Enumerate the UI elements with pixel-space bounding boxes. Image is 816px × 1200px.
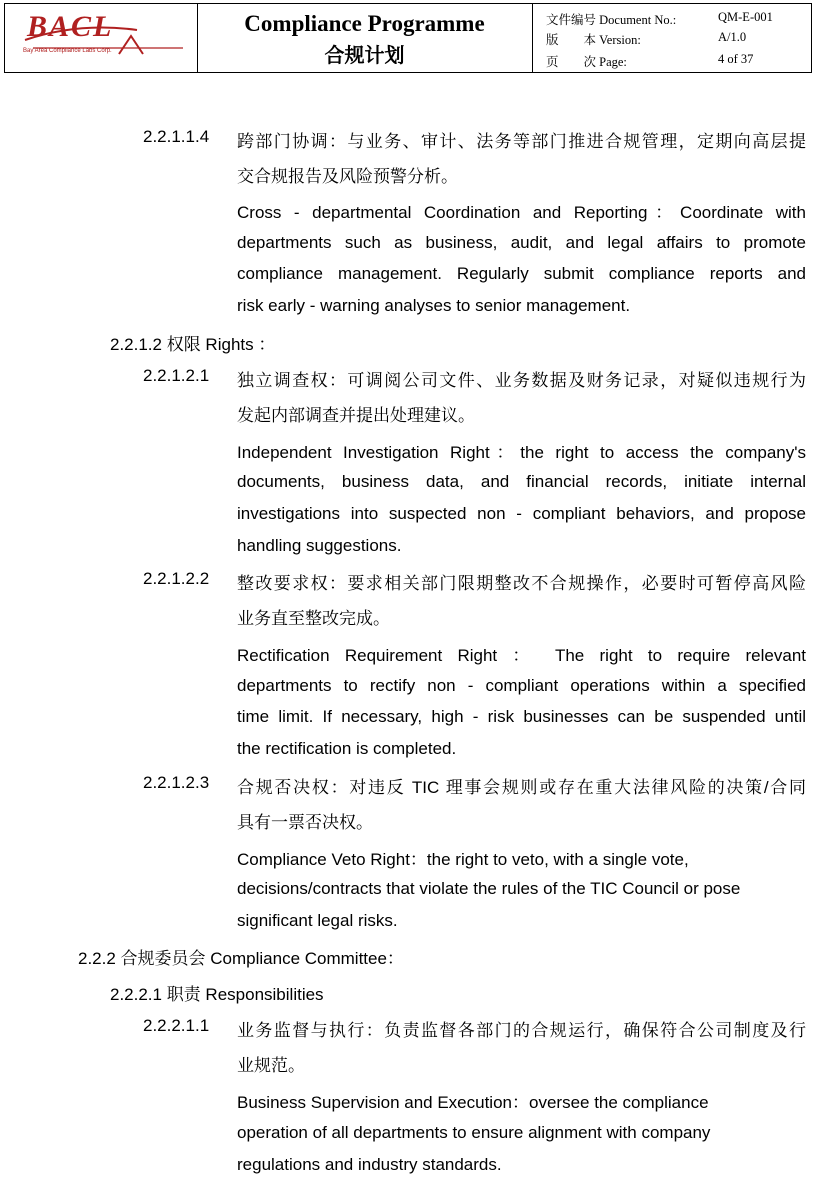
clause-text-en: Independent Investigation Right：the right to access the company's	[237, 443, 806, 462]
logo-wordmark: BACL	[27, 10, 114, 43]
doc-no-value: QM-E-001	[718, 10, 773, 24]
clause-text-zh: 合规否决权：对违反 TIC 理事会规则或存在重大法律风险的决策/合同	[237, 778, 806, 797]
clause-text-en: Compliance Veto Right：the right to veto, with a single vote,	[237, 850, 689, 869]
clause-text-zh: 发起内部调查并提出处理建议。	[237, 406, 475, 425]
clause-text-en: Business Supervision and Execution：oversee the compliance	[237, 1093, 709, 1112]
clause-number: 2.2.1.2.2	[143, 569, 210, 588]
clause-text-en: Rectification Requirement Right ： The right to require relevant	[237, 646, 806, 665]
section-heading-rights: 2.2.1.2 权限 Rights ：	[110, 335, 276, 354]
clause-text-zh: 跨部门协调：与业务、审计、法务等部门推进合规管理，定期向高层提	[237, 132, 806, 151]
page-label: 页 次 Page:	[546, 55, 627, 69]
logo	[5, 4, 198, 72]
clause-text-en: decisions/contracts that violate the rules of the TIC Council or pose	[237, 879, 741, 898]
clause-text-en: risk early - warning analyses to senior management.	[237, 296, 631, 315]
clause-number: 2.2.1.2.3	[143, 773, 210, 792]
clause-text-en: investigations into suspected non - compliant behaviors, and propose	[237, 504, 806, 523]
doc-no-row	[546, 10, 806, 28]
document-title-zh: 合规计划	[324, 43, 405, 67]
logo-subtext: Bay Area Compliance Labs Corp.	[23, 48, 112, 54]
clause-text-zh: 具有一票否决权。	[237, 813, 373, 832]
section-heading-committee: 2.2.2 合规委员会 Compliance Committee：	[78, 949, 404, 968]
clause-text-en: operation of all departments to ensure alignment with company	[237, 1123, 711, 1142]
clause-text-en: regulations and industry standards.	[237, 1155, 502, 1174]
section-heading-responsibilities: 2.2.2.1 职责 Responsibilities	[110, 985, 324, 1004]
version-label: 版 本 Version:	[546, 33, 641, 47]
clause-text-en: time limit. If necessary, high - risk businesses can be suspended until	[237, 707, 806, 726]
clause-text-en: significant legal risks.	[237, 911, 398, 930]
title-block	[197, 4, 533, 72]
clause-text-zh: 整改要求权：要求相关部门限期整改不合规操作，必要时可暂停高风险	[237, 574, 806, 593]
clause-text-zh: 业务监督与执行：负责监督各部门的合规运行，确保符合公司制度及行	[237, 1021, 806, 1040]
clause-text-en: departments such as business, audit, and legal affairs to promote	[237, 233, 806, 252]
page-value: 4 of 37	[718, 52, 754, 66]
page-row	[546, 52, 806, 70]
version-row	[546, 30, 806, 48]
clause-text-en: handling suggestions.	[237, 536, 402, 555]
doc-no-label: 文件编号 Document No.:	[546, 13, 677, 27]
clause-text-en: compliance management. Regularly submit compliance reports and	[237, 264, 806, 283]
clause-text-en: documents, business data, and financial records, initiate internal	[237, 472, 806, 491]
clause-number: 2.2.1.2.1	[143, 366, 210, 385]
clause-number: 2.2.2.1.1	[143, 1016, 210, 1035]
clause-text-zh: 交合规报告及风险预警分析。	[237, 167, 458, 186]
clause-text-en: Cross - departmental Coordination and Reporting：Coordinate with	[237, 203, 806, 222]
document-title-en: Compliance Programme	[244, 11, 485, 36]
clause-text-en: departments to rectify non - compliant operations within a specified	[237, 676, 806, 695]
clause-text-zh: 业务直至整改完成。	[237, 609, 390, 628]
clause-text-zh: 独立调查权：可调阅公司文件、业务数据及财务记录，对疑似违规行为	[237, 371, 806, 390]
clause-text-en: the rectification is completed.	[237, 739, 457, 758]
document-meta	[532, 4, 811, 72]
clause-text-zh: 业规范。	[237, 1056, 305, 1075]
document-header	[4, 3, 812, 73]
clause-number: 2.2.1.1.4	[143, 127, 210, 146]
version-value: A/1.0	[718, 30, 747, 44]
